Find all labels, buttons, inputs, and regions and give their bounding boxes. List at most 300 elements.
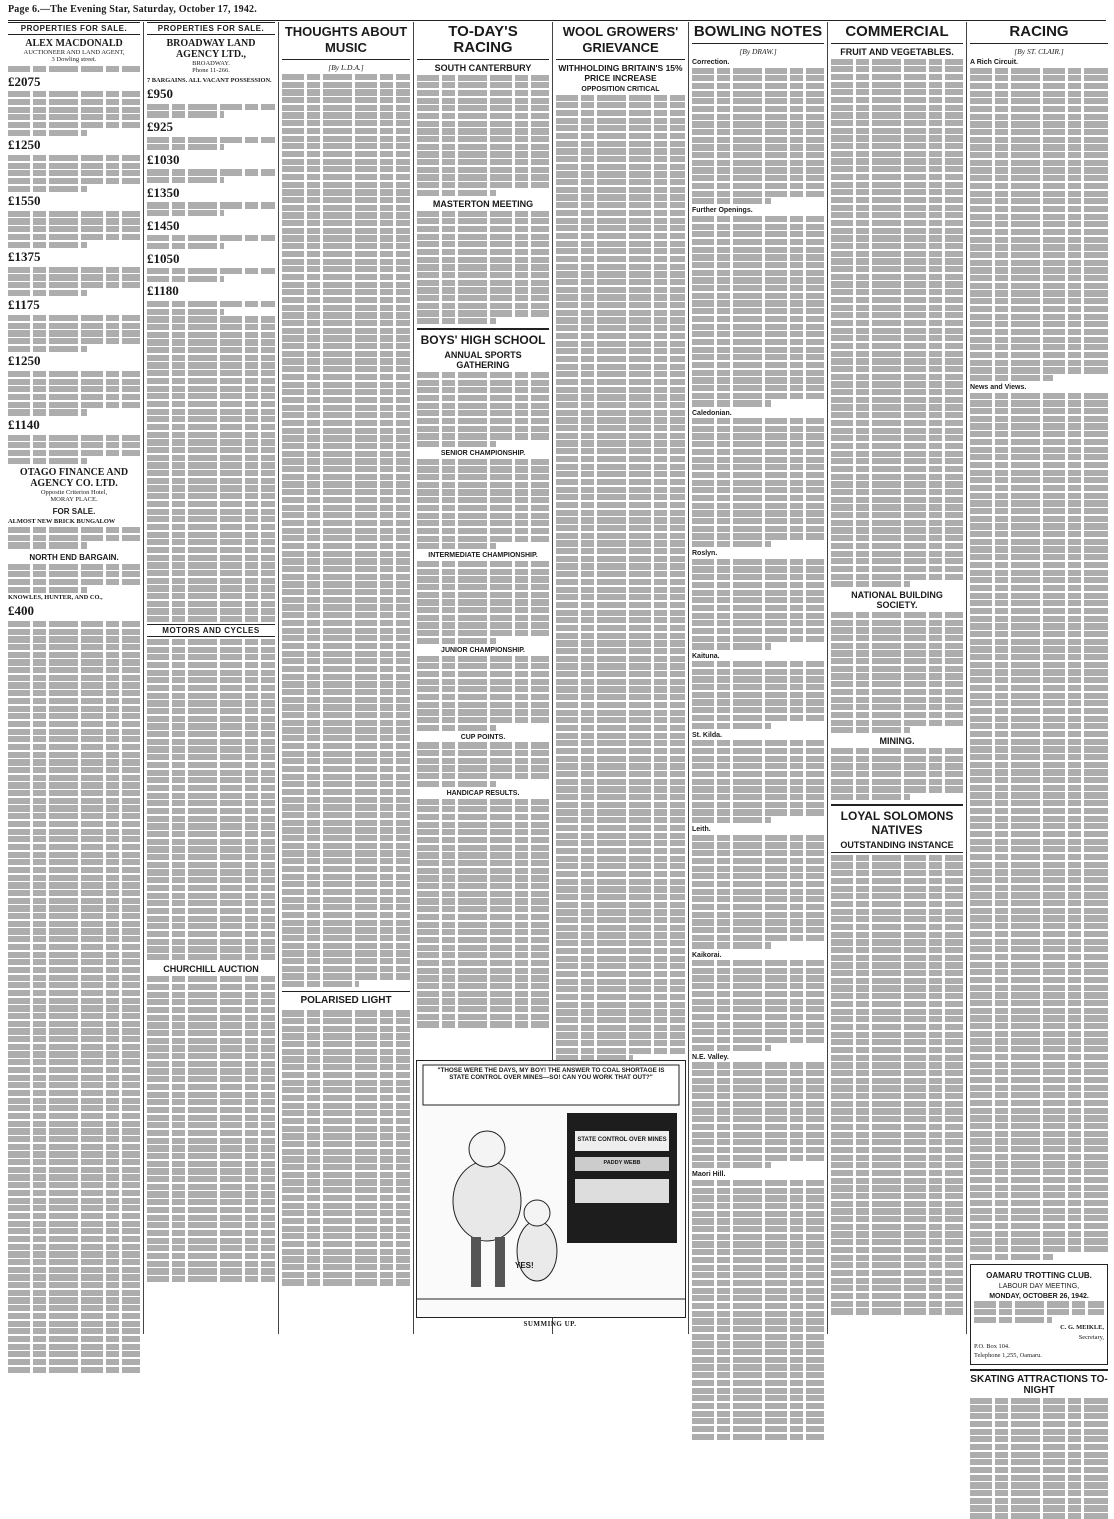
text-line [970, 129, 1108, 135]
text-line [282, 366, 410, 372]
text-line [692, 574, 824, 580]
text-line [692, 786, 824, 792]
text-line [692, 1132, 824, 1138]
text-line [831, 466, 963, 472]
text-line [8, 1174, 140, 1180]
text-line [147, 823, 275, 829]
text-line [970, 1429, 1108, 1435]
text-line [417, 1006, 549, 1012]
text-line [831, 574, 963, 580]
text-line [282, 1149, 410, 1155]
text-line [147, 893, 275, 899]
text-line [831, 97, 963, 103]
text-line [556, 986, 685, 992]
article-title: BOYS' HIGH SCHOOL [417, 328, 549, 347]
text-line [417, 891, 549, 897]
text-line [970, 554, 1108, 560]
text-line [282, 82, 410, 88]
text-line [970, 1138, 1108, 1144]
text-line [282, 297, 410, 303]
text-line [282, 351, 410, 357]
text-line [282, 1087, 410, 1093]
text-line [692, 1349, 824, 1355]
text-line [282, 382, 410, 388]
text-line [970, 1031, 1108, 1037]
text-line [831, 1162, 963, 1168]
text-line [970, 608, 1108, 614]
text-line [970, 992, 1108, 998]
text-line [974, 1309, 1104, 1315]
text-line [970, 923, 1108, 929]
price: £1250 [8, 353, 41, 369]
text-line [831, 251, 963, 257]
text-line [970, 546, 1108, 552]
text-line [282, 1095, 410, 1101]
ad-headline: 7 BARGAINS. ALL VACANT POSSESSION. [147, 77, 272, 84]
text-line [556, 725, 685, 731]
text-line [282, 1118, 410, 1124]
text-line [970, 593, 1108, 599]
text-line [282, 566, 410, 572]
text-line [692, 1155, 824, 1161]
text-line [147, 578, 275, 584]
text-line [556, 141, 685, 147]
text-line [831, 627, 963, 633]
text-line [970, 454, 1108, 460]
text-line [8, 1013, 140, 1019]
text-line [417, 280, 549, 286]
text-line [970, 493, 1108, 499]
text-line [692, 441, 824, 447]
text-line [8, 1236, 140, 1242]
text-line [970, 1023, 1108, 1029]
text-line [417, 90, 549, 96]
text-line [831, 955, 963, 961]
text-line [147, 485, 275, 491]
text-line [282, 343, 410, 349]
text-line [417, 98, 549, 104]
text-line [147, 362, 275, 368]
text-line [692, 503, 824, 509]
cartoon-illustration [417, 1061, 685, 1317]
text-line [147, 432, 275, 438]
text-line [282, 1203, 410, 1209]
text-line [417, 295, 549, 301]
text-line [417, 814, 549, 820]
text-line [147, 1099, 275, 1105]
text-line [8, 1075, 140, 1081]
text-line [970, 531, 1108, 537]
text-line [417, 403, 549, 409]
text-line [692, 935, 824, 941]
text-line [831, 1278, 963, 1284]
text-line [970, 562, 1108, 568]
price: £950 [147, 86, 173, 102]
text-line [147, 524, 275, 530]
text-line [831, 566, 963, 572]
text-line [831, 1047, 963, 1053]
text-line [970, 816, 1108, 822]
text-line [556, 756, 685, 762]
text-line [282, 128, 410, 134]
text-line [970, 416, 1108, 422]
text-line [147, 509, 275, 515]
text-line [692, 339, 824, 345]
text-line [831, 893, 963, 899]
text-line [556, 879, 685, 885]
text-line [970, 206, 1108, 212]
text-line [970, 1192, 1108, 1198]
text-line [8, 905, 140, 911]
text-line [282, 751, 410, 757]
text-line [556, 502, 685, 508]
text-line [831, 527, 963, 533]
text-line [282, 1126, 410, 1132]
text-line [282, 197, 410, 203]
text-line [556, 256, 685, 262]
text-line [556, 302, 685, 308]
text-line [692, 802, 824, 808]
text-line [831, 89, 963, 95]
text-line [282, 658, 410, 664]
text-line [692, 129, 824, 135]
text-line [282, 182, 410, 188]
text-line [831, 909, 963, 915]
text-line [692, 1395, 824, 1401]
section-heading: CUP POINTS. [460, 733, 506, 741]
text-line [282, 1264, 410, 1270]
text-line [692, 262, 824, 268]
text-line [556, 971, 685, 977]
text-line [8, 282, 140, 288]
text-line [282, 535, 410, 541]
text-line [556, 379, 685, 385]
section-heading: St. Kilda. [692, 731, 722, 739]
section-heading: JUNIOR CHAMPIONSHIP. [441, 647, 525, 654]
text-line [147, 1222, 275, 1228]
text-line [970, 83, 1108, 89]
agent-line: BROADWAY. [192, 60, 230, 67]
text-line [556, 264, 685, 270]
text-line [8, 1228, 140, 1234]
text-line [147, 839, 275, 845]
text-line [417, 806, 549, 812]
text-line [417, 234, 549, 240]
text-line [556, 648, 685, 654]
text-line [692, 919, 824, 925]
text-line [556, 279, 685, 285]
text-line [147, 762, 275, 768]
text-line [831, 666, 963, 672]
text-line [970, 708, 1108, 714]
text-line [970, 214, 1108, 220]
text-line [692, 433, 824, 439]
text-line [147, 1122, 275, 1128]
text-line [692, 1085, 824, 1091]
text-line [692, 1029, 824, 1035]
text-line [8, 402, 140, 408]
text-line [556, 456, 685, 462]
text-line [970, 1444, 1108, 1450]
text-line [8, 1044, 140, 1050]
text-line [692, 308, 824, 314]
text-line [417, 630, 549, 636]
text-line [970, 1000, 1108, 1006]
text-line [417, 75, 549, 81]
text-line [282, 405, 410, 411]
text-line [692, 794, 824, 800]
text-line [692, 160, 824, 166]
text-line [970, 1115, 1108, 1121]
text-line [417, 1014, 549, 1020]
text-line [8, 1367, 140, 1373]
text-line [8, 1136, 140, 1142]
text-line [970, 769, 1108, 775]
text-line [831, 635, 963, 641]
text-line [8, 1290, 140, 1296]
text-line [282, 505, 410, 511]
text-line [282, 912, 410, 918]
text-line [692, 605, 824, 611]
text-line [282, 874, 410, 880]
text-line [831, 1009, 963, 1015]
text-line [282, 235, 410, 241]
text-line [970, 477, 1108, 483]
text-line [970, 731, 1108, 737]
text-line [831, 658, 963, 664]
text-line [282, 412, 410, 418]
text-line [147, 324, 275, 330]
text-line [147, 439, 275, 445]
text-line [831, 1170, 963, 1176]
text-line [831, 174, 963, 180]
text-line [831, 243, 963, 249]
text-line [147, 378, 275, 384]
text-line [282, 1179, 410, 1185]
text-line [831, 397, 963, 403]
text-line [556, 894, 685, 900]
text-line [970, 470, 1108, 476]
text-line [147, 639, 275, 645]
text-line [831, 1001, 963, 1007]
text-line [147, 393, 275, 399]
text-line [282, 766, 410, 772]
text-line [692, 983, 824, 989]
text-line [692, 106, 824, 112]
wool-growers-column [556, 22, 685, 1052]
text-line [556, 517, 685, 523]
text-line [417, 426, 549, 432]
text-line [417, 671, 549, 677]
text-line [147, 716, 275, 722]
text-line [831, 1155, 963, 1161]
text-line [970, 616, 1108, 622]
text-line [970, 137, 1108, 143]
text-line [147, 111, 224, 117]
text-line [831, 855, 963, 861]
text-line [417, 929, 549, 935]
section-heading: A Rich Circuit. [970, 59, 1018, 66]
text-line [831, 978, 963, 984]
text-line [282, 666, 410, 672]
text-line [8, 852, 140, 858]
price: £1050 [147, 250, 180, 266]
text-line [692, 1078, 824, 1084]
text-line [282, 973, 410, 979]
text-line [831, 1132, 963, 1138]
text-line [282, 397, 410, 403]
text-line [970, 1467, 1108, 1473]
text-line [8, 330, 140, 336]
text-line [692, 1203, 824, 1209]
section-heading: Kaikorai. [692, 951, 722, 959]
text-line [970, 1092, 1108, 1098]
text-line [147, 455, 275, 461]
text-line [417, 845, 549, 851]
text-line [831, 328, 963, 334]
text-line [831, 182, 963, 188]
text-line [417, 272, 549, 278]
text-line [8, 1159, 140, 1165]
text-line [692, 1147, 824, 1153]
text-line [147, 539, 275, 545]
text-line [692, 582, 824, 588]
text-line [970, 485, 1108, 491]
text-line [831, 1185, 963, 1191]
text-line [282, 843, 410, 849]
text-line [831, 1255, 963, 1261]
text-line [147, 976, 275, 982]
text-line [692, 636, 824, 642]
text-line [970, 839, 1108, 845]
text-line [970, 393, 1108, 399]
text-line [147, 104, 275, 110]
text-line [692, 942, 771, 948]
text-line [417, 998, 549, 1004]
text-line [692, 1295, 824, 1301]
text-line [147, 268, 275, 274]
text-line [692, 842, 824, 848]
text-line [147, 723, 275, 729]
text-line [970, 408, 1108, 414]
text-line [831, 151, 963, 157]
text-line [8, 1182, 140, 1188]
text-line [8, 1121, 140, 1127]
text-line [970, 516, 1108, 522]
text-line [282, 758, 410, 764]
text-line [692, 707, 824, 713]
text-line [692, 692, 824, 698]
text-line [831, 878, 963, 884]
text-line [692, 526, 824, 532]
text-line [556, 856, 685, 862]
text-line [970, 700, 1108, 706]
text-line [147, 800, 275, 806]
text-line [8, 706, 140, 712]
text-line [556, 679, 685, 685]
text-line [147, 316, 275, 322]
text-line [692, 968, 824, 974]
text-line [282, 820, 410, 826]
text-line [831, 1147, 963, 1153]
text-line [692, 881, 824, 887]
section-heading: OPPOSITION CRITICAL [581, 86, 660, 93]
text-line [147, 347, 275, 353]
text-line [970, 1085, 1108, 1091]
text-line [970, 785, 1108, 791]
text-line [8, 338, 140, 344]
text-line [692, 620, 824, 626]
text-line [692, 1226, 824, 1232]
text-line [692, 285, 824, 291]
text-line [692, 1249, 824, 1255]
text-line [282, 689, 410, 695]
text-line [417, 497, 549, 503]
text-line [692, 748, 824, 754]
text-line [282, 927, 410, 933]
text-line [692, 858, 824, 864]
agent-line: AUCTIONEER AND LAND AGENT, [23, 49, 125, 56]
text-line [692, 850, 824, 856]
text-line [831, 451, 963, 457]
text-line [556, 610, 685, 616]
text-line [282, 266, 410, 272]
text-line [556, 640, 685, 646]
text-line [831, 158, 963, 164]
text-line [417, 983, 549, 989]
text-line [147, 1268, 275, 1274]
text-line [692, 1234, 824, 1240]
text-line [970, 1482, 1108, 1488]
text-line [692, 541, 771, 547]
text-line [8, 1190, 140, 1196]
text-line [970, 1215, 1108, 1221]
text-line [692, 835, 824, 841]
text-line [831, 794, 910, 800]
text-line [970, 152, 1108, 158]
text-line [417, 576, 549, 582]
text-line [831, 143, 963, 149]
text-line [8, 290, 87, 296]
text-line [831, 1201, 963, 1207]
text-line [147, 447, 275, 453]
text-line [417, 622, 549, 628]
text-line [417, 387, 549, 393]
text-line [831, 266, 963, 272]
text-line [282, 774, 410, 780]
text-line [970, 306, 1108, 312]
article-title: LOYAL SOLOMONS NATIVES [831, 804, 963, 837]
text-line [282, 1233, 410, 1239]
text-line [282, 212, 410, 218]
text-line [8, 882, 140, 888]
text-line [831, 985, 963, 991]
text-line [417, 105, 549, 111]
text-line [417, 656, 549, 662]
section-heading: MINING. [879, 736, 915, 747]
text-line [692, 144, 824, 150]
text-line [556, 118, 685, 124]
text-line [831, 1301, 963, 1307]
text-line [556, 656, 685, 662]
column-rule [278, 22, 279, 1334]
text-line [831, 650, 963, 656]
text-line [282, 389, 410, 395]
text-line [831, 1216, 963, 1222]
text-line [831, 1285, 963, 1291]
text-line [831, 381, 963, 387]
text-line [8, 1359, 140, 1365]
